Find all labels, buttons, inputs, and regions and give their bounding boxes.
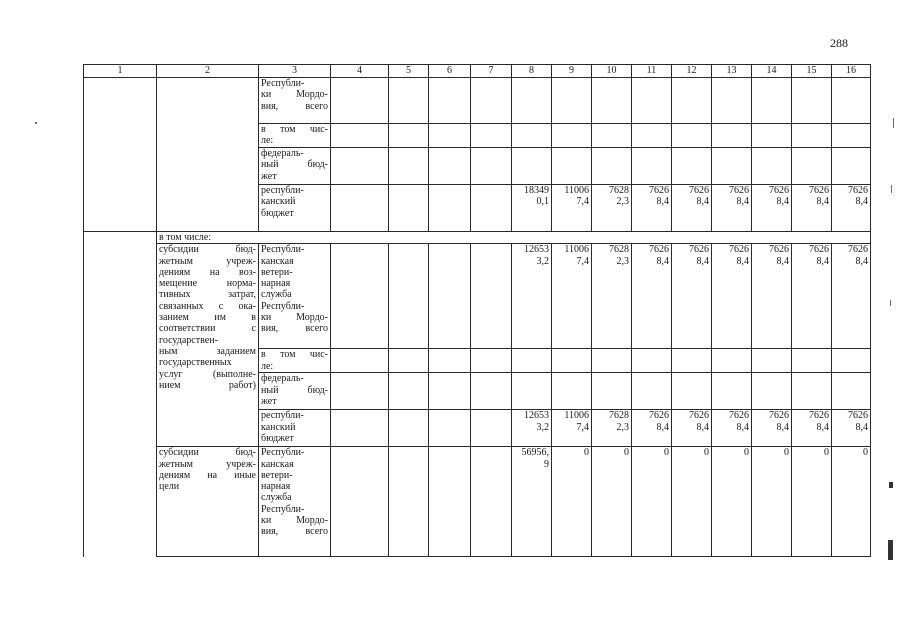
value-cell-col-16 [832,447,871,557]
empty-cell-col-6 [429,349,471,373]
row-label-cell [259,349,331,373]
cell-text-line: услуг (выполне- [159,368,256,380]
empty-cell-col-4 [331,244,389,349]
empty-cell-col-7 [471,349,512,373]
empty-cell-col-4 [331,124,389,148]
cell-text-line: канская [261,458,294,470]
cell-text-line: 11006 [564,410,589,422]
cell-text-line: нием работ) [159,379,256,391]
cell-text-line: 0 [824,447,829,459]
empty-cell-col-5 [389,349,429,373]
cell-text-line: бюджет [261,207,294,219]
cell-text-line: 12653 [524,410,549,422]
header-col-10: 10 [592,65,632,78]
cell-text-line: 7626 [689,244,709,256]
cell-text-line: ным заданием [159,345,256,357]
value-cell-col-11 [632,185,672,232]
header-col-5: 5 [389,65,429,78]
cell-text-line: Республи- [261,300,305,312]
scan-artifact [889,482,893,488]
value-cell-col-16 [832,185,871,232]
cell-text-line: соответствии с [159,323,256,335]
cell-text-line: 0 [744,447,749,459]
cell-text-line: нарная [261,278,291,290]
value-cell-col-14 [752,124,792,148]
value-cell-col-15 [792,447,832,557]
value-cell-col-14 [752,148,792,185]
value-cell-col-15 [792,244,832,349]
row-label-cell [259,185,331,232]
value-cell-col-8 [512,148,552,185]
value-cell-col-14 [752,244,792,349]
empty-cell-col-7 [471,148,512,185]
value-cell-col-13 [712,349,752,373]
cell-text-line: 7628 [609,185,629,196]
cell-text-line: 11006 [564,185,589,196]
empty-cell-col-7 [471,78,512,124]
cell-text-line: 8,4 [855,421,868,433]
cell-text-line: 8,4 [816,196,829,208]
cell-text-line: 8,4 [696,421,709,433]
value-cell-col-10 [592,447,632,557]
value-cell-col-15 [792,78,832,124]
header-col-14: 14 [752,65,792,78]
table-row [84,447,871,557]
cell-text-line: 0 [704,447,709,459]
value-cell-col-15 [792,148,832,185]
header-col-8: 8 [512,65,552,78]
value-cell-col-14 [752,349,792,373]
empty-cell-col-7 [471,185,512,232]
cell-text-line: 8,4 [816,421,829,433]
value-cell-col-12 [672,185,712,232]
value-cell-col-16 [832,124,871,148]
cell-text-line: ветери- [261,469,293,481]
cell-text-line: 8,4 [656,196,669,208]
cell-text-line: государственных [159,357,232,369]
value-cell-col-13 [712,410,752,447]
value-cell-col-8 [512,244,552,349]
cell-text-line: цели [159,481,180,493]
header-col-4: 4 [331,65,389,78]
value-cell-col-16 [832,148,871,185]
header-col-3: 3 [259,65,331,78]
value-cell-col-12 [672,78,712,124]
cell-text-line: нарная [261,481,291,493]
empty-cell-col-5 [389,185,429,232]
value-cell-col-10 [592,349,632,373]
header-row [84,65,871,78]
cell-text-line: 8,4 [776,255,789,267]
cell-text-line: 2,3 [616,255,629,267]
value-cell-col-8 [512,349,552,373]
empty-cell-col-4 [331,447,389,557]
value-cell-col-15 [792,373,832,410]
cell-text-line: 8,4 [696,196,709,208]
cell-text-line: жет [261,170,277,182]
value-cell-col-9 [552,349,592,373]
cell-text-line: Республи- [261,503,305,515]
value-cell-col-12 [672,349,712,373]
value-cell-col-8 [512,78,552,124]
value-cell-col-10 [592,124,632,148]
table-row [84,244,871,349]
empty-cell-col-7 [471,410,512,447]
value-cell-col-8 [512,373,552,410]
value-cell-col-11 [632,447,672,557]
value-cell-col-9 [552,124,592,148]
empty-cell-col-5 [389,373,429,410]
value-cell-col-12 [672,148,712,185]
cell-text-line: 7626 [848,244,868,256]
cell-text-line: 7626 [729,244,749,256]
header-col-12: 12 [672,65,712,78]
value-cell-col-11 [632,148,672,185]
cell-text-line: государствен- [159,334,218,346]
scan-artifact [888,540,893,560]
cell-text-line: жетным учреж- [159,458,256,470]
empty-cell-col-5 [389,78,429,124]
row-label-cell [259,447,331,557]
cell-text-line: 7626 [729,185,749,196]
header-col-6: 6 [429,65,471,78]
budget-table [83,64,871,557]
column-1-cell [84,232,157,557]
cell-text-line: жет [261,395,277,407]
value-cell-col-14 [752,185,792,232]
table-row [84,78,871,124]
value-cell-col-10 [592,373,632,410]
cell-text-line: 8,4 [776,196,789,208]
scan-artifact [890,300,891,306]
value-cell-col-12 [672,124,712,148]
empty-cell-col-5 [389,244,429,349]
cell-text-line: 8,4 [776,421,789,433]
cell-text-line: 7628 [609,410,629,422]
column-1-cell [84,78,157,232]
empty-cell-col-5 [389,124,429,148]
cell-text-line: 2,3 [616,421,629,433]
header-col-11: 11 [632,65,672,78]
value-cell-col-9 [552,185,592,232]
value-cell-col-13 [712,244,752,349]
cell-text-line: 7626 [649,410,669,422]
value-cell-col-8 [512,124,552,148]
empty-cell-col-6 [429,185,471,232]
value-cell-col-14 [752,410,792,447]
value-cell-col-13 [712,78,752,124]
empty-cell-col-7 [471,124,512,148]
value-cell-col-8 [512,410,552,447]
cell-text-line: канский [261,196,296,208]
cell-text-line: 7626 [848,410,868,422]
empty-cell-col-6 [429,148,471,185]
empty-cell-col-7 [471,447,512,557]
cell-text-line: 7,4 [576,255,589,267]
cell-text-line: вия, всего [261,100,328,112]
cell-text-line: ный бюд- [261,384,328,396]
cell-text-line: 7626 [769,244,789,256]
header-col-7: 7 [471,65,512,78]
empty-cell-col-6 [429,410,471,447]
cell-text-line: 7626 [649,185,669,196]
cell-text-line: Республи- [261,447,305,459]
value-cell-col-8 [512,447,552,557]
value-cell-col-12 [672,244,712,349]
cell-text-line: 7626 [809,185,829,196]
cell-text-line: ки Мордо- [261,89,328,101]
cell-text-line: мещение норма- [159,278,256,290]
value-cell-col-16 [832,349,871,373]
value-cell-col-16 [832,78,871,124]
cell-text-line: занием им в [159,312,256,324]
empty-cell-col-5 [389,410,429,447]
value-cell-col-13 [712,148,752,185]
cell-text-line: 9 [544,458,549,470]
cell-text-line: ки Мордо- [261,515,328,527]
cell-text-line: служба [261,289,292,301]
empty-cell-col-6 [429,78,471,124]
empty-cell-col-4 [331,185,389,232]
cell-text-line: вия, всего [261,323,328,335]
cell-text-line: связанных с ока- [159,300,256,312]
value-cell-col-10 [592,410,632,447]
empty-cell-col-6 [429,124,471,148]
value-cell-col-16 [832,373,871,410]
cell-text-line: 12653 [524,244,549,256]
row-label-cell [259,124,331,148]
value-cell-col-10 [592,185,632,232]
cell-text-line: 0 [584,447,589,459]
value-cell-col-11 [632,78,672,124]
row-label-cell [259,410,331,447]
subsidy-description-cell [157,244,259,447]
empty-cell-col-6 [429,447,471,557]
empty-cell-col-6 [429,244,471,349]
cell-text-line: 2,3 [616,196,629,208]
value-cell-col-9 [552,447,592,557]
cell-text-line: 7626 [689,410,709,422]
cell-text-line: 0,1 [536,196,549,208]
scan-artifact [893,118,894,128]
scan-artifact [891,185,892,193]
cell-text-line: ле: [261,360,274,372]
cell-text-line: канская [261,255,294,267]
cell-text-line: 8,4 [736,421,749,433]
header-col-1: 1 [84,65,157,78]
header-col-9: 9 [552,65,592,78]
value-cell-col-9 [552,410,592,447]
value-cell-col-10 [592,148,632,185]
value-cell-col-14 [752,78,792,124]
empty-cell-col-6 [429,373,471,410]
cell-text-line: 0 [784,447,789,459]
cell-text-line: канский [261,421,296,433]
cell-text-line: ле: [261,135,274,147]
cell-text-line: федераль- [261,148,304,159]
value-cell-col-8 [512,185,552,232]
value-cell-col-9 [552,148,592,185]
cell-text-line: 8,4 [656,255,669,267]
cell-text-line: 7,4 [576,421,589,433]
value-cell-col-13 [712,124,752,148]
cell-text-line: ветери- [261,266,293,278]
cell-text-line: дениям на воз- [159,266,256,278]
cell-text-line: 3,2 [536,421,549,433]
empty-cell-col-4 [331,410,389,447]
value-cell-col-11 [632,410,672,447]
cell-text-line: 18349 [524,185,549,196]
value-cell-col-13 [712,185,752,232]
empty-cell-col-4 [331,78,389,124]
cell-text-line: 56956, [521,447,549,459]
header-col-16: 16 [832,65,871,78]
value-cell-col-14 [752,373,792,410]
value-cell-col-12 [672,373,712,410]
cell-text-line: в том чис- [261,349,328,361]
row-label-cell [259,373,331,410]
value-cell-col-16 [832,410,871,447]
cell-text-line: 11006 [564,244,589,256]
value-cell-col-16 [832,244,871,349]
table-row [84,232,871,244]
empty-cell-col-5 [389,148,429,185]
value-cell-col-11 [632,373,672,410]
cell-text-line: Республи- [261,78,305,89]
value-cell-col-9 [552,373,592,410]
cell-text-line: вия, всего [261,526,328,538]
cell-text-line: бюджет [261,432,294,444]
cell-text-line: 0 [624,447,629,459]
cell-text-line: Республи- [261,244,305,256]
value-cell-col-15 [792,124,832,148]
row-label-cell [259,148,331,185]
value-cell-col-9 [552,78,592,124]
value-cell-col-11 [632,124,672,148]
cell-text-line: республи- [261,410,304,422]
value-cell-col-12 [672,447,712,557]
cell-text-line: служба [261,492,292,504]
budget-table-wrapper [83,64,871,557]
cell-text-line: 0 [863,447,868,459]
cell-text-line: субсидии бюд- [159,447,256,459]
empty-cell-col-4 [331,373,389,410]
value-cell-col-15 [792,410,832,447]
cell-text-line: ки Мордо- [261,312,328,324]
cell-text-line: субсидии бюд- [159,244,256,256]
cell-text-line: жетным учреж- [159,255,256,267]
value-cell-col-9 [552,244,592,349]
cell-text-line: в том чис- [261,124,328,135]
subsidy-description-cell [157,447,259,557]
value-cell-col-11 [632,349,672,373]
cell-text-line: федераль- [261,373,304,385]
value-cell-col-15 [792,349,832,373]
value-cell-col-12 [672,410,712,447]
empty-cell-col-5 [389,447,429,557]
cell-text-line: 7626 [769,410,789,422]
cell-text-line: 8,4 [855,255,868,267]
scan-artifact [35,122,37,124]
value-cell-col-13 [712,447,752,557]
page-number: 288 [830,36,848,50]
cell-text-line: 7628 [609,244,629,256]
value-cell-col-15 [792,185,832,232]
cell-text-line: 7626 [848,185,868,196]
value-cell-col-11 [632,244,672,349]
cell-text-line: 7626 [689,185,709,196]
cell-text-line: республи- [261,185,304,196]
value-cell-col-10 [592,244,632,349]
cell-text-line: 3,2 [536,255,549,267]
cell-text-line: 8,4 [696,255,709,267]
cell-text-line: тивных затрат, [159,289,256,301]
cell-text-line: 0 [664,447,669,459]
empty-cell-col-4 [331,349,389,373]
cell-text-line: 8,4 [855,196,868,208]
cell-text-line: 8,4 [816,255,829,267]
empty-cell-col-7 [471,244,512,349]
cell-text-line: дениям на иные [159,469,256,481]
cell-text-line: 7626 [729,410,749,422]
cell-text-line: 8,4 [736,196,749,208]
cell-text-line: 7,4 [576,196,589,208]
subsection-label: в том числе: [157,232,871,244]
cell-text-line: ный бюд- [261,159,328,171]
column-2-cell [157,78,259,232]
cell-text-line: 8,4 [656,421,669,433]
cell-text-line: 7626 [809,244,829,256]
cell-text-line: 8,4 [736,255,749,267]
cell-text-line: 7626 [649,244,669,256]
row-label-cell [259,78,331,124]
cell-text-line: 7626 [769,185,789,196]
empty-cell-col-7 [471,373,512,410]
cell-text-line: 7626 [809,410,829,422]
value-cell-col-14 [752,447,792,557]
header-col-13: 13 [712,65,752,78]
value-cell-col-13 [712,373,752,410]
value-cell-col-10 [592,78,632,124]
row-label-cell [259,244,331,349]
header-col-2: 2 [157,65,259,78]
empty-cell-col-4 [331,148,389,185]
header-col-15: 15 [792,65,832,78]
